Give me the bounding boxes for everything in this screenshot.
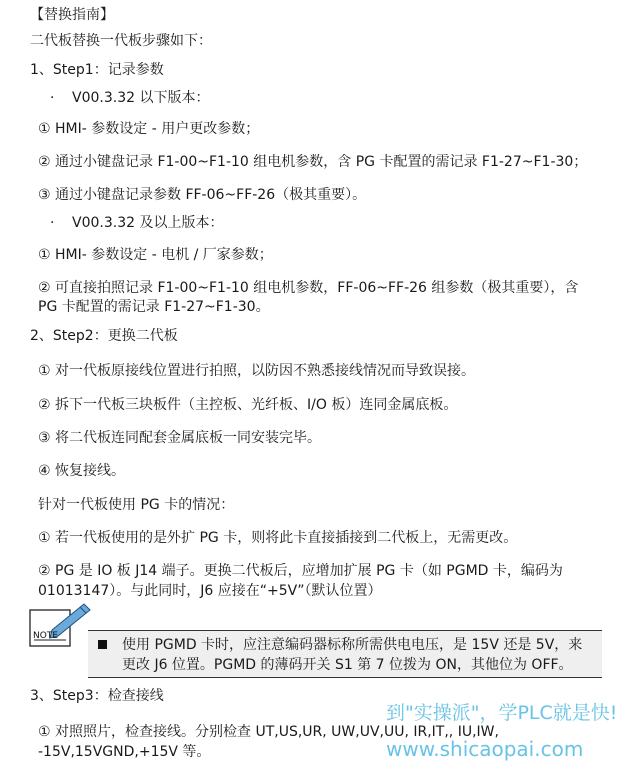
note-box bbox=[88, 630, 602, 678]
note-bullet-icon bbox=[98, 640, 107, 649]
watermark-url: www.shicaopai.com bbox=[386, 737, 584, 761]
step1-above-item-1: ① HMI- 参数设定 - 电机 / 厂家参数； bbox=[38, 247, 273, 263]
step2-item-1: ① 对一代板原接线位置进行拍照，以防因不熟悉接线情况而导致误接。 bbox=[38, 363, 475, 379]
step1-below-item-2: ② 通过小键盘记录 F1-00~F1-10 组电机参数，含 PG 卡配置的需记录 F1-27~F1-30； bbox=[38, 154, 588, 170]
step3-item-1-line-2: -15V,15VGND,+15V 等。 bbox=[38, 744, 211, 760]
pg-item-2-line-1: ② PG 是 IO 板 J14 端子。更换二代板后，应增加扩展 PG 卡（如 PGMD 卡，编码为 bbox=[38, 563, 563, 579]
step1-below-item-3: ③ 通过小键盘记录参数 FF-06~FF-26（极其重要）。 bbox=[38, 187, 367, 203]
step3-heading: 3、Step3：检查接线 bbox=[30, 688, 164, 704]
section-title: 【替换指南】 bbox=[30, 7, 114, 23]
note-pencil-icon bbox=[28, 600, 92, 650]
step1-above-item-2-line-2: PG 卡配置的需记录 F1-27~F1-30。 bbox=[38, 299, 270, 315]
step1-below-item-1: ① HMI- 参数设定 - 用户更改参数； bbox=[38, 121, 260, 137]
pg-card-heading: 针对一代板使用 PG 卡的情况： bbox=[38, 497, 235, 513]
bullet-dot: · bbox=[50, 90, 55, 106]
version-above-label: V00.3.32 及以上版本： bbox=[72, 215, 224, 231]
bullet-dot: · bbox=[50, 215, 55, 231]
step2-item-3: ③ 将二代板连同配套金属底板一同安装完毕。 bbox=[38, 430, 321, 446]
step1-heading: 1、Step1：记录参数 bbox=[30, 62, 164, 78]
watermark-slogan: 到"实操派"，学PLC就是快! bbox=[386, 702, 618, 724]
intro-text: 二代板替换一代板步骤如下： bbox=[30, 33, 212, 49]
pg-item-1: ① 若一代板使用的是外扩 PG 卡，则将此卡直接插接到二代板上，无需更改。 bbox=[38, 530, 518, 546]
note-text: 使用 PGMD 卡时，应注意编码器标称所需供电电压，是 15V 还是 5V，来更改 J6 位置。PGMD 的薄码开关 S1 第 7 位拨为 ON，其他位为 OFF。 bbox=[122, 637, 583, 673]
step3-item-1-line-1: ① 对照照片，检查接线。分别检查 UT,US,UR, UW,UV,UU, IR,IT,, IU,IW, bbox=[38, 724, 499, 740]
step2-item-4: ④ 恢复接线。 bbox=[38, 463, 126, 479]
note-label: NOTE bbox=[33, 631, 59, 641]
step1-above-item-2-line-1: ② 可直接拍照记录 F1-00~F1-10 组电机参数，FF-06~FF-26 组参数（极其重要），含 bbox=[38, 280, 579, 296]
step2-heading: 2、Step2：更换二代板 bbox=[30, 328, 178, 344]
step2-item-2: ② 拆下一代板三块板件（主控板、光纤板、I/O 板）连同金属底板。 bbox=[38, 397, 458, 413]
pg-item-2-line-2: 01013147）。与此同时，J6 应接在“+5V”（默认位置） bbox=[38, 583, 382, 599]
version-below-label: V00.3.32 以下版本： bbox=[72, 90, 210, 106]
